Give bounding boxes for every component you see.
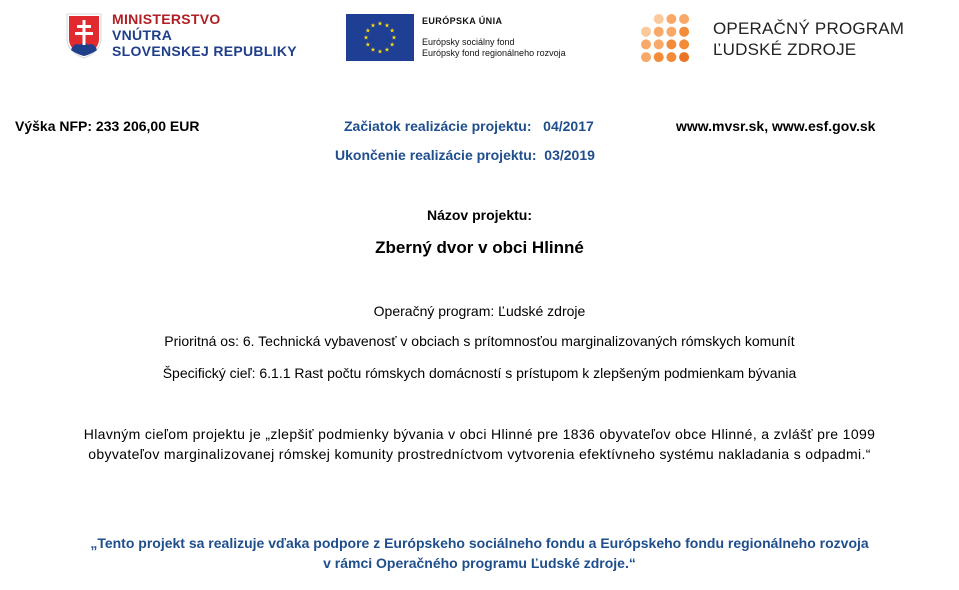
orange-dot	[654, 39, 664, 49]
main-goal-line2: obyvateľov marginalizovanej rómskej komunity prostredníctvom vytvorenia efektívneho systému nakladania s odpadmi.“	[88, 446, 871, 462]
nfp-amount: Výška NFP: 233 206,00 EUR	[15, 118, 200, 134]
operational-program: Operačný program: Ľudské zdroje	[373, 303, 586, 319]
main-goal-line1: Hlavným cieľom projektu je „zlepšiť podmienky bývania v obci Hlinné pre 1836 obyvateľov obce Hlinné, a zvlášť pre 1099	[83, 426, 876, 442]
funding-line1: „Tento projekt sa realizuje vďaka podpore z Európskeho sociálneho fondu a Európskeho fondu regionálneho rozvoja	[90, 535, 869, 551]
ministry-line1: MINISTERSTVO	[112, 11, 221, 27]
orange-dot	[641, 52, 651, 62]
orange-dot	[641, 39, 651, 49]
orange-dot	[679, 14, 689, 24]
eu-fund2: Európsky fond regionálneho rozvoja	[422, 48, 566, 58]
orange-dot	[666, 27, 676, 37]
orange-dot	[654, 27, 664, 37]
orange-dot	[654, 14, 664, 24]
slovak-coat-of-arms-icon	[66, 13, 102, 59]
eu-flag-icon	[346, 14, 414, 61]
orange-dots-icon	[640, 13, 690, 63]
websites: www.mvsr.sk, www.esf.gov.sk	[676, 118, 876, 134]
ministry-logo	[66, 11, 297, 67]
funding-line2: v rámci Operačného programu Ľudské zdroje.“	[323, 555, 636, 571]
project-end: Ukončenie realizácie projektu: 03/2019	[335, 147, 595, 163]
orange-dot	[679, 27, 689, 37]
ministry-line3: SLOVENSKEJ REPUBLIKY	[112, 43, 297, 59]
specific-goal: Špecifický cieľ: 6.1.1 Rast počtu rómskych domácností s prístupom k zlepšeným podmienkam bývania	[162, 365, 797, 381]
eu-title: EURÓPSKA ÚNIA	[422, 16, 503, 26]
project-name: Zberný dvor v obci Hlinné	[375, 238, 584, 257]
main-goal	[0, 424, 959, 464]
funding-statement	[0, 533, 959, 573]
eu-logo	[346, 14, 566, 61]
orange-dot	[666, 14, 676, 24]
orange-dot	[654, 52, 664, 62]
orange-dot	[679, 52, 689, 62]
op-line1: OPERAČNÝ PROGRAM	[713, 19, 905, 38]
priority-axis: Prioritná os: 6. Technická vybavenosť v obciach s prítomnosťou marginalizovaných rómskych komunít	[164, 333, 795, 349]
project-name-label: Názov projektu:	[426, 207, 532, 223]
ministry-line2: VNÚTRA	[112, 27, 173, 43]
orange-dot	[641, 27, 651, 37]
op-line2: ĽUDSKÉ ZDROJE	[713, 40, 857, 59]
op-logo	[640, 13, 904, 63]
orange-dot	[666, 39, 676, 49]
orange-dot	[679, 39, 689, 49]
orange-dot	[666, 52, 676, 62]
eu-fund1: Európsky sociálny fond	[422, 37, 515, 47]
project-start: Začiatok realizácie projektu: 04/2017	[344, 118, 594, 134]
